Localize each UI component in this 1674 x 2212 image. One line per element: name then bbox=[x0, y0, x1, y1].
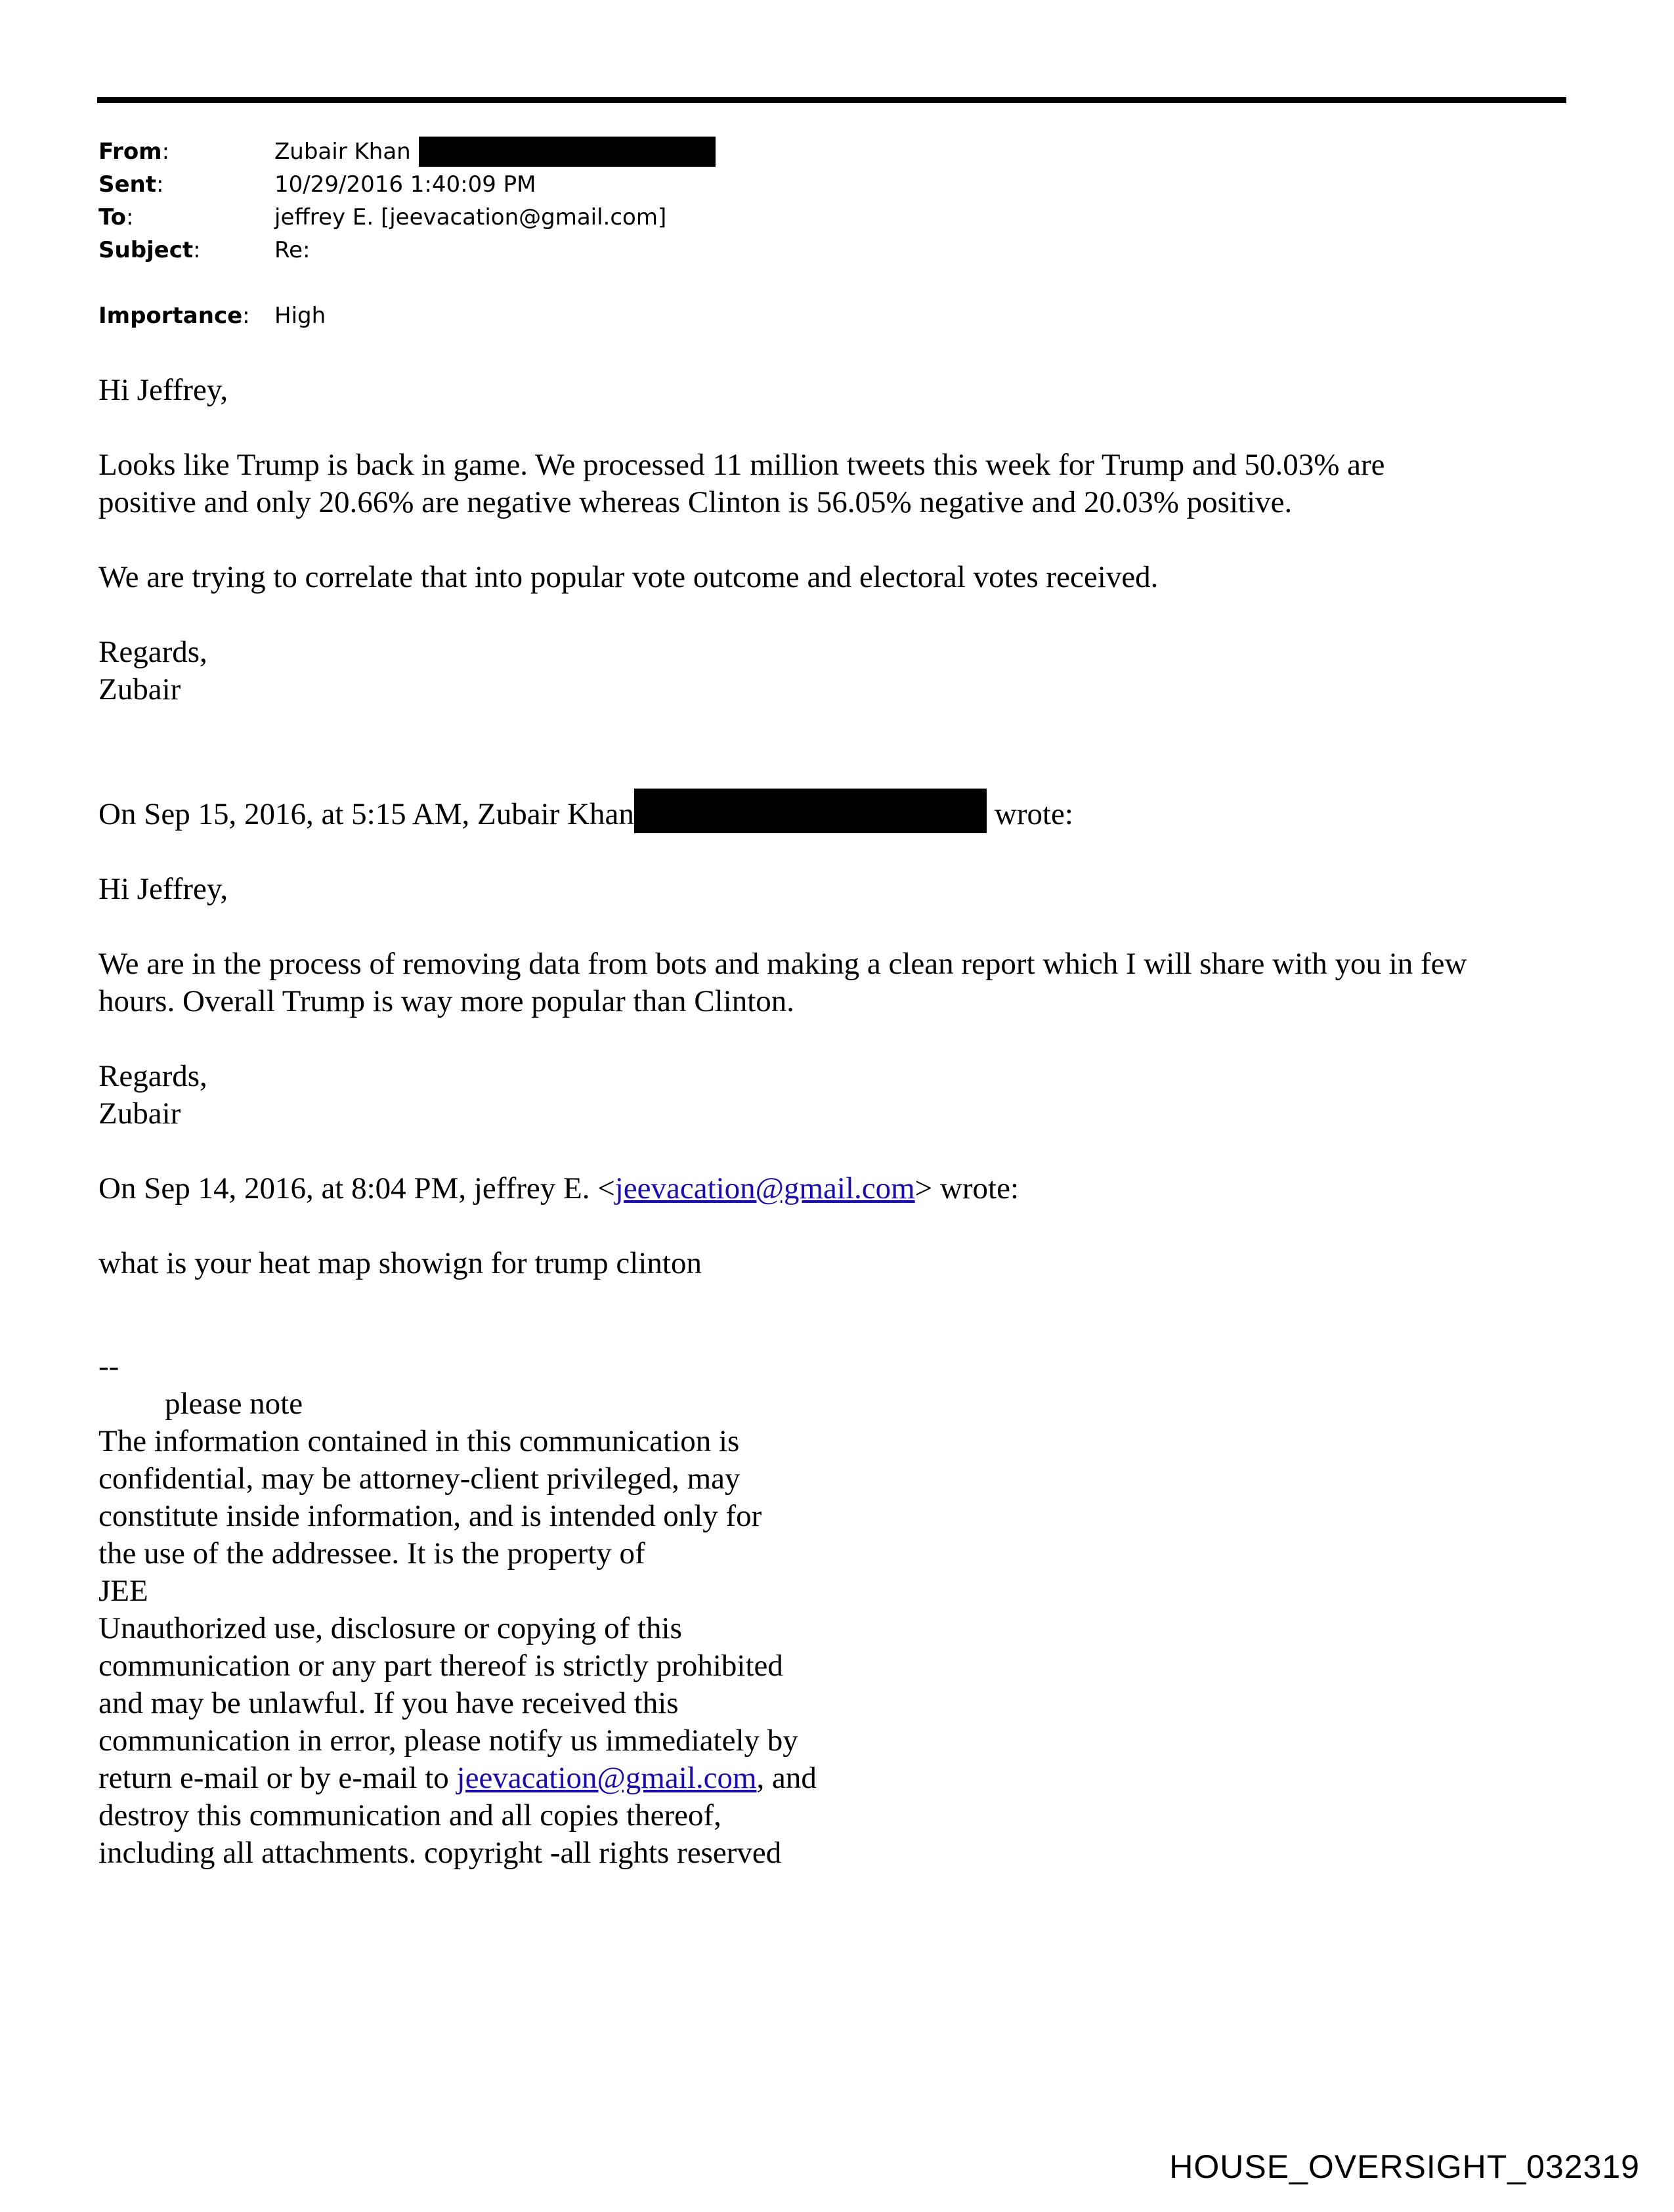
email-body bbox=[98, 372, 1569, 1872]
sent-row bbox=[98, 168, 716, 201]
bates-number: HOUSE_OVERSIGHT_032319 bbox=[1169, 2148, 1640, 2185]
greeting: Hi Jeffrey, bbox=[98, 373, 228, 407]
disclaimer-line: Unauthorized use, disclosure or copying of this bbox=[98, 1611, 682, 1645]
signature: Zubair bbox=[98, 1096, 181, 1131]
disclaimer-line: constitute inside information, and is intended only for bbox=[98, 1499, 762, 1533]
disclaimer-line: communication or any part thereof is strictly prohibited bbox=[98, 1649, 783, 1683]
greeting: Hi Jeffrey, bbox=[98, 872, 228, 906]
to-colon: : bbox=[126, 204, 134, 230]
redaction-block bbox=[419, 137, 716, 167]
sent-value: 10/29/2016 1:40:09 PM bbox=[274, 171, 536, 198]
quoted-attribution bbox=[98, 1170, 1569, 1207]
message-line: what is your heat map showign for trump clinton bbox=[98, 1246, 702, 1280]
importance-label: Importance bbox=[98, 303, 243, 329]
disclaimer-line: The information contained in this communication is bbox=[98, 1424, 740, 1458]
email-header bbox=[98, 135, 716, 332]
from-row bbox=[98, 135, 716, 168]
attribution-prefix: On Sep 14, 2016, at 8:04 PM, jeffrey E. < bbox=[98, 1171, 615, 1205]
importance-row bbox=[98, 299, 716, 332]
disclaimer-line bbox=[98, 1760, 1569, 1797]
subject-value: Re: bbox=[274, 237, 311, 263]
sent-label: Sent bbox=[98, 171, 157, 198]
to-row bbox=[98, 201, 716, 234]
message-line: positive and only 20.66% are negative whereas Clinton is 56.05% negative and 20.03% positive. bbox=[98, 485, 1293, 519]
email-link[interactable]: jeevacation@gmail.com bbox=[456, 1761, 757, 1795]
message-line: We are trying to correlate that into popular vote outcome and electoral votes received. bbox=[98, 560, 1159, 594]
attribution-suffix: > wrote: bbox=[914, 1171, 1019, 1205]
return-suffix: , and bbox=[756, 1761, 817, 1795]
top-rule bbox=[97, 97, 1566, 103]
message-line: We are in the process of removing data from bots and making a clean report which I will share with you in few bbox=[98, 947, 1467, 981]
disclaimer-line: destroy this communication and all copies thereof, bbox=[98, 1798, 721, 1832]
disclaimer-line: confidential, may be attorney-client privileged, may bbox=[98, 1462, 740, 1496]
disclaimer-line: the use of the addressee. It is the property of bbox=[98, 1536, 645, 1571]
message-line: Looks like Trump is back in game. We processed 11 million tweets this week for Trump and 50.03% are bbox=[98, 448, 1385, 482]
quoted-attribution bbox=[98, 789, 1569, 833]
attribution-prefix: On Sep 15, 2016, at 5:15 AM, Zubair Khan bbox=[98, 797, 634, 831]
subject-row bbox=[98, 234, 716, 267]
importance-colon: : bbox=[242, 303, 250, 329]
from-value: Zubair Khan bbox=[274, 139, 411, 165]
subject-colon: : bbox=[193, 237, 201, 263]
message-line: hours. Overall Trump is way more popular than Clinton. bbox=[98, 984, 795, 1018]
disclaimer-line: and may be unlawful. If you have received this bbox=[98, 1686, 679, 1720]
regards: Regards, bbox=[98, 635, 207, 669]
subject-label: Subject bbox=[98, 237, 194, 263]
disclaimer-line: JEE bbox=[98, 1574, 148, 1608]
regards: Regards, bbox=[98, 1059, 207, 1093]
from-colon: : bbox=[161, 139, 170, 165]
sent-colon: : bbox=[156, 171, 164, 198]
from-label: From bbox=[98, 139, 162, 165]
redaction-block bbox=[634, 789, 987, 833]
email-link[interactable]: jeevacation@gmail.com bbox=[614, 1171, 915, 1205]
to-value: jeffrey E. [jeevacation@gmail.com] bbox=[274, 204, 667, 230]
signature-dashes: -- bbox=[98, 1349, 119, 1383]
attribution-suffix: wrote: bbox=[994, 797, 1073, 831]
return-prefix: return e-mail or by e-mail to bbox=[98, 1761, 457, 1795]
disclaimer-line: including all attachments. copyright -all rights reserved bbox=[98, 1836, 782, 1870]
please-note: please note bbox=[165, 1387, 303, 1421]
disclaimer-line: communication in error, please notify us immediately by bbox=[98, 1724, 798, 1758]
importance-value: High bbox=[274, 303, 326, 329]
signature: Zubair bbox=[98, 672, 181, 706]
to-label: To bbox=[98, 204, 127, 230]
